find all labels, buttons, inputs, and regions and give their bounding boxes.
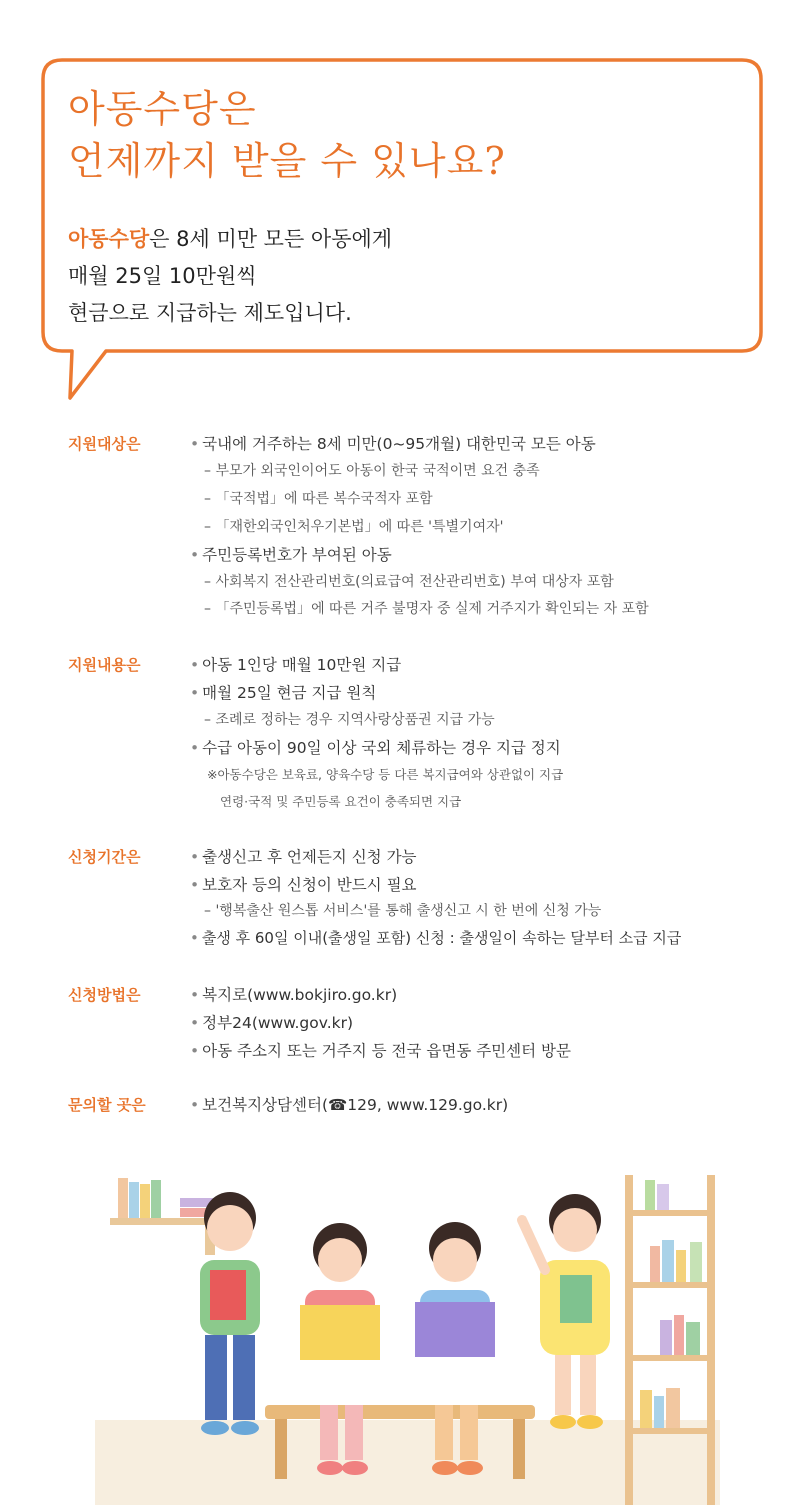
intro-line1 [68, 223, 392, 253]
page-title-line1: 아동수당은 [68, 87, 257, 131]
target-bullet-2: • 주민등록번호가 부여된 아동 [190, 543, 392, 565]
content-bullet-3: • 수급 아동이 90일 이상 국외 체류하는 경우 지급 정지 [190, 736, 561, 758]
content-bullet-2: • 매월 25일 현금 지급 원칙 [190, 681, 376, 703]
period-bullet-3: • 출생 후 60일 이내(출생일 포함) 신청 : 출생일이 속하는 달부터 소급 지급 [190, 927, 681, 948]
page-title-line2: 언제까지 받을 수 있나요? [68, 139, 506, 183]
target-detail-5: – 「주민등록법」에 따른 거주 불명자 중 실제 거주지가 확인되는 자 포함 [204, 601, 649, 617]
section-label-contact: 문의할 곳은 [68, 1096, 146, 1114]
intro-highlight: 아동수당 [68, 227, 150, 251]
section-label-period: 신청기간은 [68, 848, 141, 866]
method-bullet-3: • 아동 주소지 또는 거주지 등 전국 읍면동 주민센터 방문 [190, 1039, 571, 1061]
method-bullet-2: • 정부24(www.gov.kr) [190, 1011, 353, 1033]
target-bullet-1: • 국내에 거주하는 8세 미만(0~95개월) 대한민국 모든 아동 [190, 432, 596, 454]
content-note-1: ※아동수당은 보육료, 양육수당 등 다른 복지급여와 상관없이 지급 [207, 767, 564, 782]
section-label-target: 지원대상은 [68, 435, 141, 453]
intro-line1-rest: 은 8세 미만 모든 아동에게 [149, 227, 393, 251]
content-note-2: 연령·국적 및 주민등록 요건이 충족되면 지급 [220, 794, 462, 809]
section-label-method: 신청방법은 [68, 986, 141, 1004]
method-bullet-1: • 복지로(www.bokjiro.go.kr) [190, 983, 397, 1005]
speech-bubble [0, 0, 809, 420]
target-detail-1: – 부모가 외국인이어도 아동이 한국 국적이면 요건 충족 [204, 463, 540, 479]
target-detail-2: – 「국적법」에 따른 복수국적자 포함 [204, 491, 433, 507]
period-bullet-2: • 보호자 등의 신청이 반드시 필요 [190, 873, 417, 895]
contact-bullet-1: • 보건복지상담센터(☎129, www.129.go.kr) [190, 1093, 508, 1115]
content-bullet-1: • 아동 1인당 매월 10만원 지급 [190, 653, 401, 675]
content-detail-1: – 조례로 정하는 경우 지역사랑상품권 지급 가능 [204, 712, 495, 728]
target-detail-3: – 「재한외국인처우기본법」에 따른 '특별기여자' [204, 519, 504, 535]
intro-line3: 현금으로 지급하는 제도입니다. [68, 301, 352, 325]
target-detail-4: – 사회복지 전산관리번호(의료급여 전산관리번호) 부여 대상자 포함 [204, 574, 614, 590]
intro-line2: 매월 25일 10만원씩 [68, 264, 257, 288]
period-detail-1: – '행복출산 원스톱 서비스'를 통해 출생신고 시 한 번에 신청 가능 [204, 903, 602, 919]
children-reading-books-illustration [0, 1170, 809, 1505]
period-bullet-1: • 출생신고 후 언제든지 신청 가능 [190, 845, 417, 867]
section-label-content: 지원내용은 [68, 656, 141, 674]
